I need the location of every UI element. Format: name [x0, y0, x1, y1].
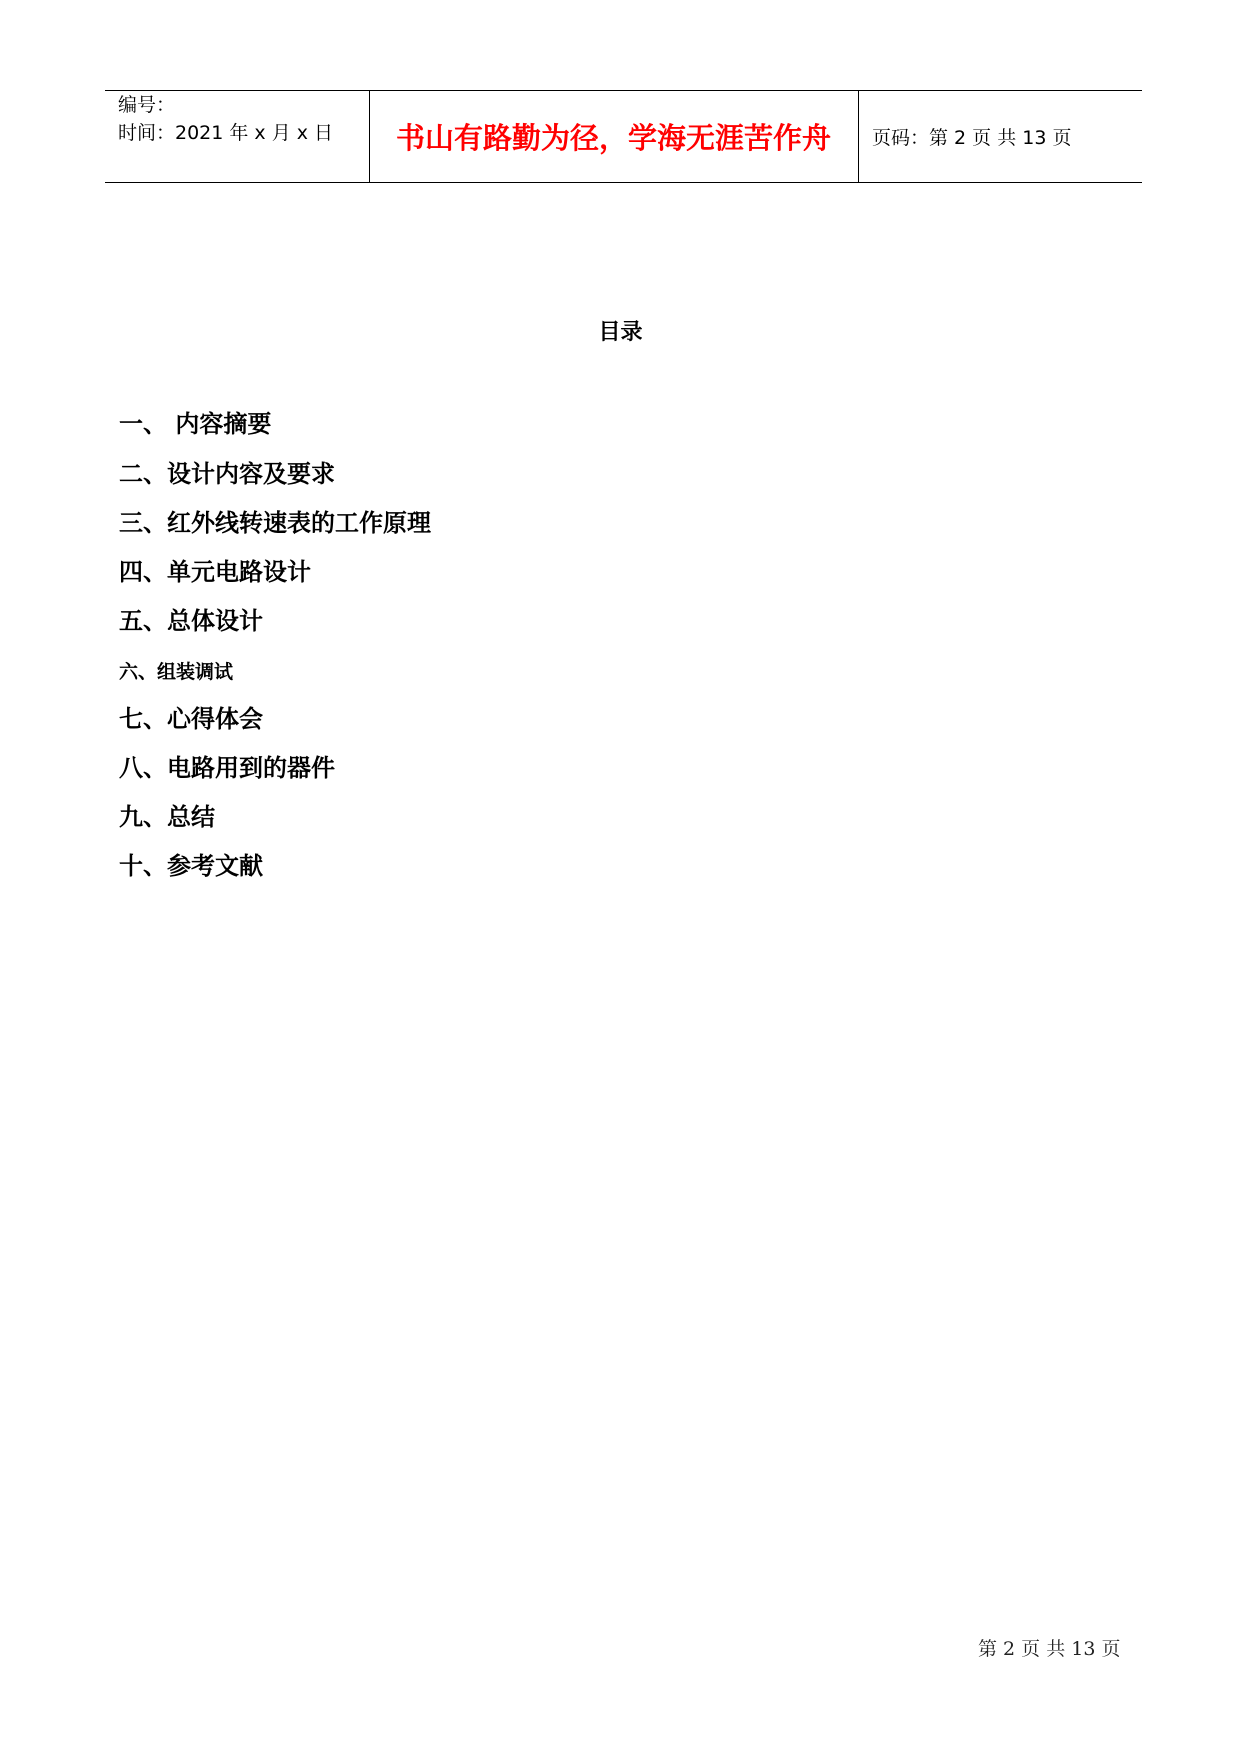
toc-item-9: 九、总结	[119, 803, 215, 831]
toc-item-10: 十、参考文献	[119, 852, 263, 880]
header-page-text: 页码：第 2 页 共 13 页	[872, 127, 1072, 149]
toc-item-3: 三、红外线转速表的工作原理	[119, 509, 431, 537]
document-date-label: 时间：2021 年 x 月 x 日	[118, 122, 334, 144]
toc-item-8: 八、电路用到的器件	[119, 754, 335, 782]
toc-item-1: 一、 内容摘要	[119, 410, 272, 438]
toc-item-2: 二、设计内容及要求	[119, 460, 335, 488]
toc-item-6: 六、组装调试	[119, 661, 234, 683]
header-table	[105, 90, 1142, 183]
header-divider	[858, 91, 859, 182]
document-number-label: 编号：	[118, 94, 176, 116]
footer-page-number: 第 2 页 共 13 页	[978, 1638, 1121, 1660]
toc-item-7: 七、心得体会	[119, 705, 263, 733]
header-motto	[369, 91, 858, 182]
header-page-number	[872, 91, 1071, 182]
header-motto-text: 书山有路勤为径，学海无涯苦作舟	[395, 121, 831, 155]
toc-title: 目录	[598, 320, 643, 345]
toc-item-5: 五、总体设计	[119, 607, 263, 635]
toc-item-4: 四、单元电路设计	[119, 558, 311, 586]
